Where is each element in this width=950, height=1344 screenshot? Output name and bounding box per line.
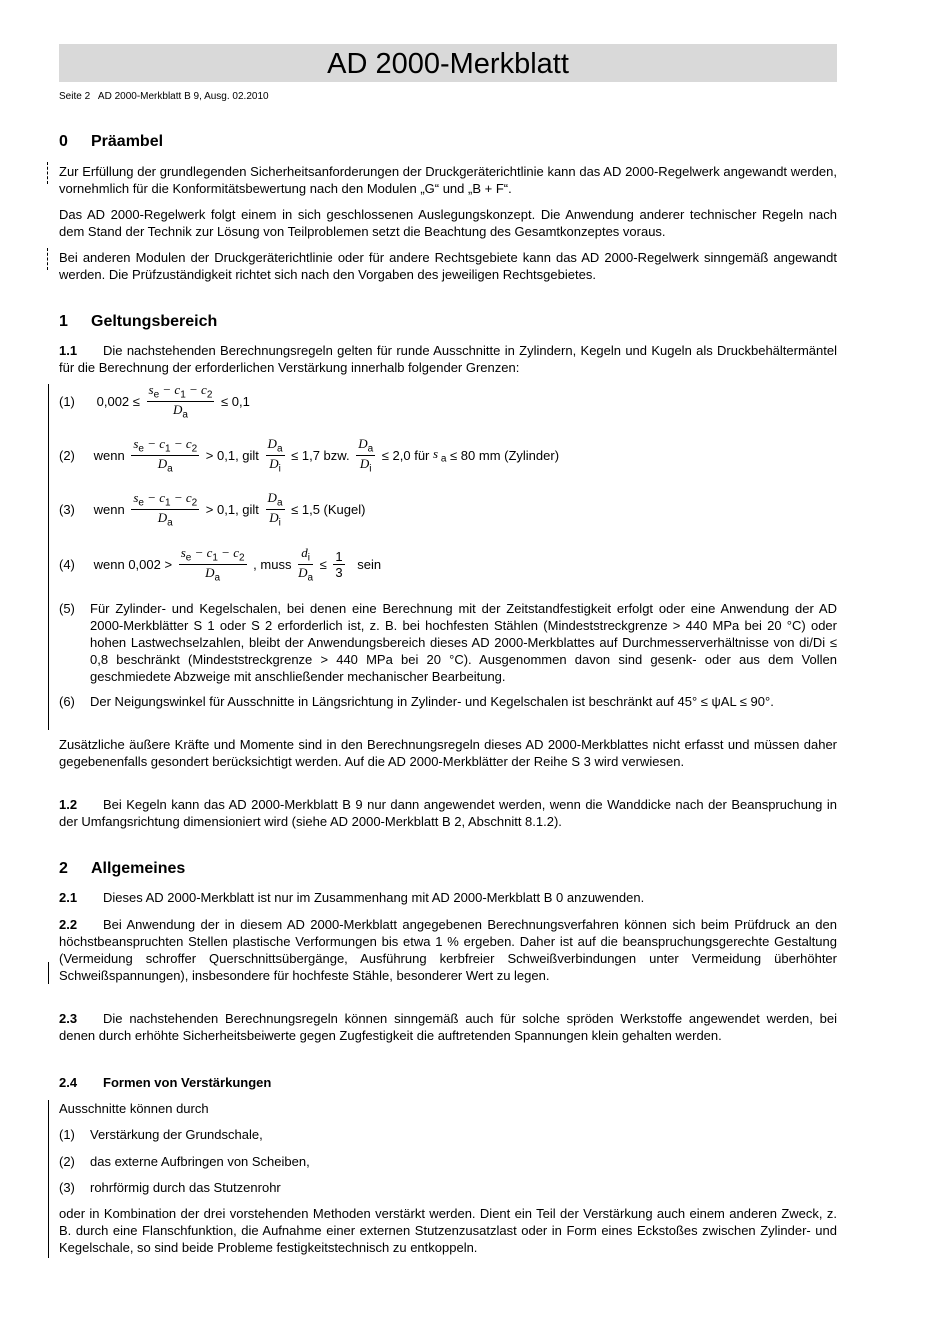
section-2-heading: 2 Allgemeines	[59, 860, 186, 877]
paragraph-2-1: 2.1 Dieses AD 2000-Merkblatt ist nur im Zusammenhang mit AD 2000-Merkblatt B 0 anzuwenden.	[59, 890, 645, 905]
formula-4: (4) wenn 0,002 > $\frac{s_e - c_1 - c_2}{D_a}$ , muss $\frac{d_i}{D_a}$ ≤ $\frac{1}{3}$ sein	[59, 545, 382, 584]
change-bar	[47, 162, 48, 184]
section-1-heading: 1 Geltungsbereich	[59, 313, 218, 330]
paragraph-2-3: 2.3 Die nachstehenden Berechnungsregeln können sinngemäß auch für solche spröden Werkstoffe angewendet werden, bei denen durch erhöhte Sicherheitsbeiwerte gegen Zugfestigkeit die auftretenden Spannungen klein gehalten werden.	[59, 1011, 837, 1043]
paragraph: oder in Kombination der drei vorstehenden Methoden verstärkt werden. Dient ein Teil der Verstärkung auch einem anderen Zweck, z. B. durch eine Flanschfunktion, die Aufnahme einer externen Stutzenzusatzlast oder in Form eines Eckstoßes zwischen Zylinder- und Kegelschale, so sind beide Probleme festigkeitstechnisch zu entkoppeln.	[59, 1206, 837, 1255]
document-page	[59, 44, 837, 1255]
list-item: (2) das externe Aufbringen von Scheiben,	[59, 1154, 310, 1169]
paragraph-1-2: 1.2 Bei Kegeln kann das AD 2000-Merkblatt B 9 nur dann angewendet werden, wenn die Wanddicke nach der Beanspruchung in der Umfangsrichtung dimensioniert wird (siehe AD 2000-Merkblatt B 2, Abschnitt 8.1.2).	[59, 797, 837, 829]
section-0-heading: 0 Präambel	[59, 133, 164, 150]
page-title: AD 2000-Merkblatt	[59, 44, 837, 82]
subheading-2-4: 2.4 Formen von Verstärkungen	[59, 1075, 272, 1090]
paragraph-2-2: 2.2 Bei Anwendung der in diesem AD 2000-Merkblatt angegebenen Berechnungsverfahren können sich beim Prüfdruck an den höchstbeanspruchten Stellen plastische Verformungen bis etwa 1 % ergeben. Daher ist auf die beanspruchungsgerechte Gestaltung (Vermeidung schroffer Querschnittsübergänge, Ausführung kerbfreier Schweißverbindungen unter Vermeidung überhöhter Schweißspannungen), insbesondere für hochfeste Stähle, besonderer Wert zu legen.	[59, 917, 837, 983]
page-subtitle: Seite 2 AD 2000-Merkblatt B 9, Ausg. 02.2010	[59, 91, 269, 102]
change-bar	[47, 248, 48, 270]
list-item: (3) rohrförmig durch das Stutzenrohr	[59, 1180, 281, 1195]
change-bar	[48, 384, 49, 730]
paragraph-1-1: 1.1 Die nachstehenden Berechnungsregeln gelten für runde Ausschnitte in Zylindern, Kegeln und Kugeln als Druckbehältermäntel für die Berechnung der erforderlichen Verstärkung innerhalb folgender Grenzen:	[59, 343, 837, 375]
paragraph: Zusätzliche äußere Kräfte und Momente sind in den Berechnungsregeln dieses AD 2000-Merkblattes nicht erfasst und müssen daher gegebenenfalls gesondert berücksichtigt werden. Auf die AD 2000-Merkblätter der Reihe S 3 wird verwiesen.	[59, 737, 837, 769]
list-item: (1) Verstärkung der Grundschale,	[59, 1127, 263, 1142]
paragraph: Das AD 2000-Regelwerk folgt einem in sich geschlossenen Auslegungskonzept. Die Anwendung anderer technischer Regeln nach dem Stand der Technik zur Lösung von Teilproblemen setzt die Beachtung des Gesamtkonzeptes voraus.	[59, 207, 837, 239]
paragraph: Bei anderen Modulen der Druckgeräterichtlinie oder für andere Rechtsgebiete kann das AD 2000-Regelwerk sinngemäß angewandt werden. Die Prüfzuständigkeit richtet sich nach den Vorgaben des jeweiligen Rechtsgebietes.	[59, 250, 837, 282]
formula-1: (1) 0,002 ≤ $\frac{s_e - c_1 - c_2}{D_a}$ ≤ 0,1	[59, 382, 250, 421]
change-bar	[48, 962, 49, 984]
formula-3: (3) wenn $\frac{s_e - c_1 - c_2}{D_a}$ > 0,1, gilt $\frac{D_a}{D_i}$ ≤ 1,5 (Kugel)	[59, 490, 366, 529]
list-item-5: (5) Für Zylinder- und Kegelschalen, bei denen eine Berechnung mit der Zeitstandfestigkeit erfolgt oder eine Anwendung der AD 2000-Merkblätter S 1 oder S 2 erforderlich ist, z. B. bei hochfesten Stählen (Mindeststreckgrenze > 440 MPa bei 20 °C) oder hohen Lastwechselzahlen, bleibt der Anwendungsbereich dieses AD 2000-Merkblattes auf Durchmesserverhältnisse von di/Di ≤ 0,8 beschränkt (Mindeststreckgrenze > 440 MPa bei 20 °C). Ausgenommen davon sind gesenk- oder aus dem Vollen geschmiedete Abzweige mit anschließender mechanischer Bearbeitung.	[59, 601, 837, 684]
list-item-6: (6) Der Neigungswinkel für Ausschnitte in Längsrichtung in Zylinder- und Kegelschalen ist beschränkt auf 45° ≤ ψAL ≤ 90°.	[59, 694, 774, 709]
paragraph: Zur Erfüllung der grundlegenden Sicherheitsanforderungen der Druckgeräterichtlinie kann das AD 2000-Regelwerk angewandt werden, vornehmlich für die Konformitätsbewertung nach den Modulen „G“ und „B + F“.	[59, 164, 837, 196]
paragraph: Ausschnitte können durch	[59, 1101, 209, 1116]
formula-2: (2) wenn $\frac{s_e - c_1 - c_2}{D_a}$ > 0,1, gilt $\frac{D_a}{D_i}$ ≤ 1,7 bzw. $\frac{D_a}{D_i}$ ≤ 2,0 für s $_a$ ≤ 80 mm (Zylinder)	[59, 436, 560, 475]
change-bar	[48, 1100, 49, 1258]
